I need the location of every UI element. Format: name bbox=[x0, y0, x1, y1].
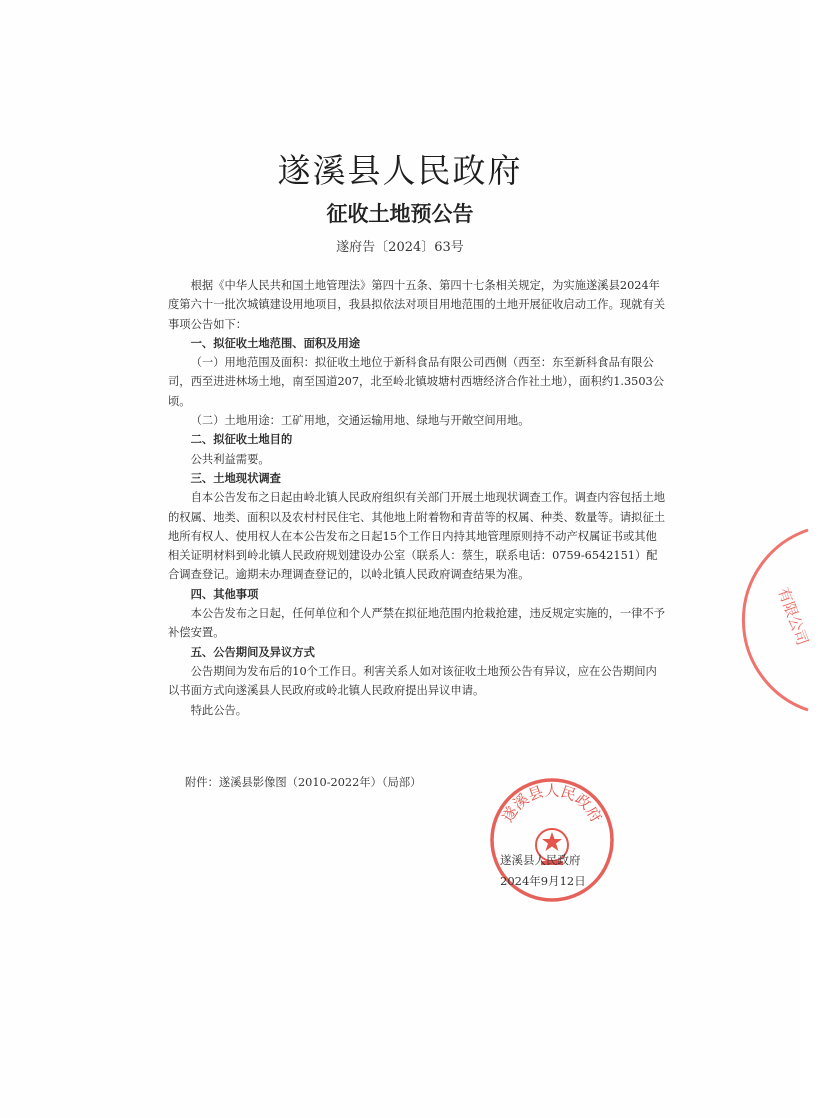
section-5-paragraph: 公告期间为发布后的10个工作日。利害关系人如对该征收土地预公告有异议，应在公告期间内以书面方式向遂溪县人民政府或岭北镇人民政府提出异议申请。 bbox=[168, 664, 657, 698]
svg-text:遂溪县人民政府 bbox=[498, 782, 605, 826]
seal-text: 遂溪县人民政府 bbox=[498, 781, 606, 826]
section-1-range-paragraph: （一）用地范围及面积：拟征收土地位于新科食品有限公司西侧（西至：东至新科食品有限公司，西至进进林场土地，南至国道207，北至岭北镇坡塘村西塘经济合作社土地），面积约1.3503公顷。 bbox=[168, 356, 665, 408]
section-4-paragraph: 本公告发布之日起，任何单位和个人严禁在拟征地范围内抢栽抢建，违反规定实施的，一律不予补偿安置。 bbox=[168, 607, 666, 640]
notice-title: 征收土地预公告 bbox=[326, 202, 474, 226]
section-1-heading: 一、拟征收土地范围、面积及用途 bbox=[190, 336, 361, 350]
issuer-title: 遂溪县人民政府 bbox=[277, 151, 523, 190]
signature-organization: 遂溪县人民政府 bbox=[500, 853, 581, 867]
document-number: 遂府告〔2024〕63号 bbox=[336, 240, 464, 255]
attachment-note: 附件：遂溪县影像图（2010-2022年）（局部） bbox=[185, 776, 422, 789]
section-2-heading: 二、拟征收土地目的 bbox=[190, 433, 293, 447]
section-2-paragraph: 公共利益需要。 bbox=[190, 452, 270, 466]
signature-date: 2024年9月12日 bbox=[500, 874, 586, 888]
partial-seal-text: 有限公司 bbox=[774, 585, 812, 648]
section-5-heading: 五、公告期间及异议方式 bbox=[190, 645, 315, 659]
section-1-use-paragraph: （二）土地用途：工矿用地，交通运输用地、绿地与开敞空间用地。 bbox=[190, 414, 530, 428]
section-3-heading: 三、土地现状调查 bbox=[190, 471, 281, 485]
notice-body bbox=[168, 276, 666, 720]
partial-seal-icon bbox=[748, 520, 818, 720]
section-3-paragraph: 自本公告发布之日起由岭北镇人民政府组织有关部门开展土地现状调查工作。调查内容包括土地的权属、地类、面积以及农村村民住宅、其他地上附着物和青苗等的权属、种类、数量等。请拟征土地所有权人、使用权人在本公告发布之日起15个工作日内持其地管理原则持不动产权属证书或其他相关证明材料到岭北镇人民政府规划建设办公室（联系人：蔡生，联系电话：0759-6542151）配合调查登记。逾期未办理调查登记的，以岭北镇人民政府调查结果为准。 bbox=[168, 491, 666, 582]
intro-paragraph: 根据《中华人民共和国土地管理法》第四十五条、第四十七条相关规定，为实施遂溪县2024年度第六十一批次城镇建设用地项目，我县拟依法对项目用地范围的土地开展征收启动工作。现就有关事项公告如下： bbox=[168, 279, 666, 331]
closing-line: 特此公告。 bbox=[190, 703, 248, 717]
section-4-heading: 四、其他事项 bbox=[190, 587, 259, 601]
